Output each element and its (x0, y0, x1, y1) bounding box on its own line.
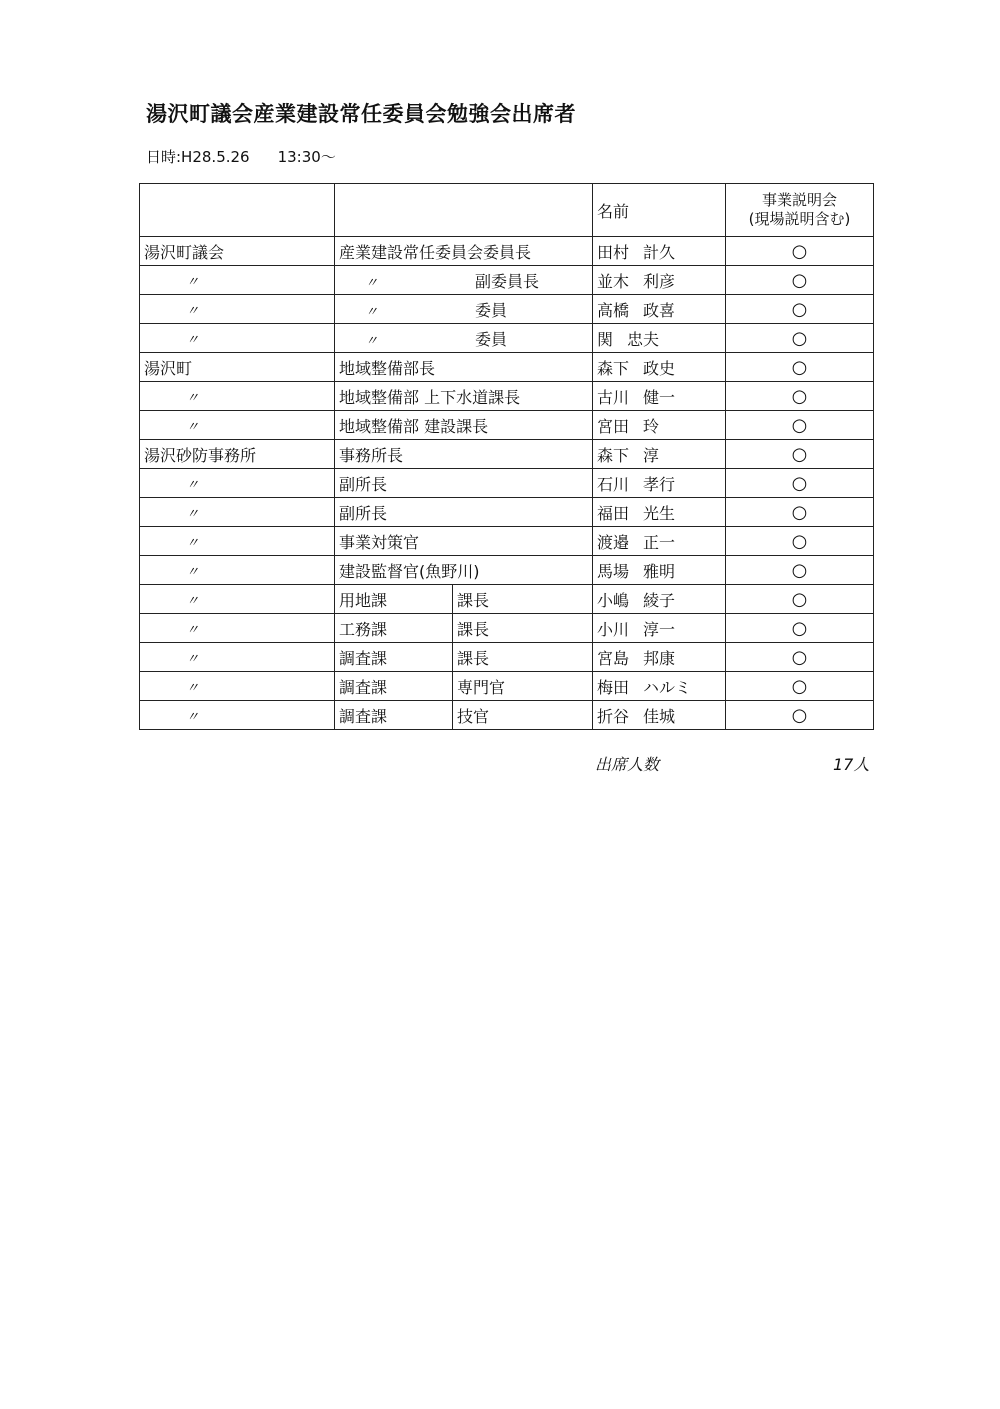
position-role: 委員 (475, 329, 508, 349)
organization-cell: 〃 (140, 701, 335, 730)
given-name: 孝行 (643, 474, 676, 494)
position-cell: 建設監督官(魚野川) (335, 556, 593, 585)
organization-cell: 湯沢町 (140, 353, 335, 382)
given-name: 利彦 (643, 271, 676, 291)
given-name: 政史 (643, 358, 676, 378)
name-cell (593, 469, 726, 498)
table-row (140, 643, 874, 672)
document-title: 湯沢町議会産業建設常任委員会勉強会出席者 (146, 102, 576, 126)
attendance-mark: ○ (726, 614, 874, 643)
given-name: 雅明 (643, 561, 676, 581)
table-row (140, 411, 874, 440)
given-name: ハルミ (643, 677, 692, 697)
attendance-mark: ○ (726, 353, 874, 382)
role-cell: 専門官 (453, 672, 593, 701)
position-cell: 地域整備部長 (335, 353, 593, 382)
header-name: 名前 (593, 184, 726, 237)
role-cell: 課長 (453, 614, 593, 643)
given-name: 正一 (643, 532, 676, 552)
surname: 宮田 (597, 416, 630, 436)
table-row (140, 701, 874, 730)
organization-cell: 〃 (140, 498, 335, 527)
attendance-mark: ○ (726, 295, 874, 324)
header-explanation (726, 184, 874, 237)
section-cell: 調査課 (335, 672, 453, 701)
name-cell (593, 614, 726, 643)
meeting-date: 日時:H28.5.26 (146, 148, 250, 166)
table-row (140, 527, 874, 556)
position-cell: 地域整備部 建設課長 (335, 411, 593, 440)
table-row (140, 469, 874, 498)
header-organization (140, 184, 335, 237)
table-row (140, 382, 874, 411)
attendance-mark: ○ (726, 440, 874, 469)
name-cell (593, 266, 726, 295)
position-role: 副委員長 (475, 271, 540, 291)
position-cell (335, 266, 593, 295)
given-name: 玲 (643, 416, 660, 436)
role-cell: 課長 (453, 643, 593, 672)
position-cell (335, 324, 593, 353)
attendance-mark: ○ (726, 266, 874, 295)
attendance-count: 17人 (833, 755, 870, 774)
name-cell (593, 643, 726, 672)
given-name: 佳城 (643, 706, 676, 726)
position-cell: 地域整備部 上下水道課長 (335, 382, 593, 411)
position-cell: 副所長 (335, 469, 593, 498)
surname: 田村 (597, 242, 630, 262)
organization-cell: 湯沢砂防事務所 (140, 440, 335, 469)
surname: 高橋 (597, 300, 630, 320)
name-cell (593, 382, 726, 411)
header-explanation-line2: (現場説明含む) (748, 210, 851, 228)
header-position (335, 184, 593, 237)
given-name: 光生 (643, 503, 676, 523)
name-cell (593, 237, 726, 266)
name-cell (593, 411, 726, 440)
surname: 梅田 (597, 677, 630, 697)
attendance-mark: ○ (726, 237, 874, 266)
surname: 関 (597, 329, 614, 349)
attendance-label: 出席人数 (595, 755, 660, 774)
role-cell: 課長 (453, 585, 593, 614)
table-row (140, 440, 874, 469)
surname: 森下 (597, 358, 630, 378)
organization-cell: 〃 (140, 556, 335, 585)
surname: 福田 (597, 503, 630, 523)
organization-cell: 〃 (140, 469, 335, 498)
name-cell (593, 324, 726, 353)
position-ditto: 〃 (365, 333, 379, 349)
attendance-mark: ○ (726, 469, 874, 498)
organization-cell: 〃 (140, 585, 335, 614)
attendance-mark: ○ (726, 498, 874, 527)
organization-cell: 〃 (140, 643, 335, 672)
section-cell: 調査課 (335, 701, 453, 730)
header-explanation-line1: 事業説明会 (761, 191, 837, 209)
table-row (140, 498, 874, 527)
given-name: 計久 (643, 242, 676, 262)
attendance-mark: ○ (726, 585, 874, 614)
given-name: 淳一 (643, 619, 676, 639)
name-cell (593, 353, 726, 382)
name-cell (593, 527, 726, 556)
organization-cell: 〃 (140, 382, 335, 411)
position-cell: 事務所長 (335, 440, 593, 469)
name-cell (593, 672, 726, 701)
organization-cell: 〃 (140, 266, 335, 295)
table-row (140, 672, 874, 701)
surname: 宮島 (597, 648, 630, 668)
surname: 森下 (597, 445, 630, 465)
organization-cell: 〃 (140, 527, 335, 556)
attendee-table (139, 183, 874, 730)
position-ditto: 〃 (365, 275, 379, 291)
surname: 渡邉 (597, 532, 630, 552)
table-row (140, 295, 874, 324)
section-cell: 用地課 (335, 585, 453, 614)
attendance-mark: ○ (726, 672, 874, 701)
meeting-datetime (146, 146, 336, 167)
position-cell: 副所長 (335, 498, 593, 527)
organization-cell: 〃 (140, 672, 335, 701)
role-cell: 技官 (453, 701, 593, 730)
position-ditto: 〃 (365, 304, 379, 320)
meeting-time: 13:30〜 (277, 148, 336, 166)
organization-cell: 〃 (140, 295, 335, 324)
table-row (140, 585, 874, 614)
position-cell: 事業対策官 (335, 527, 593, 556)
name-cell (593, 295, 726, 324)
organization-cell: 〃 (140, 614, 335, 643)
given-name: 淳 (643, 445, 660, 465)
given-name: 邦康 (643, 648, 676, 668)
given-name: 綾子 (643, 590, 676, 610)
table-row (140, 614, 874, 643)
surname: 並木 (597, 271, 630, 291)
table-row (140, 324, 874, 353)
attendance-mark: ○ (726, 411, 874, 440)
table-row (140, 266, 874, 295)
organization-cell: 〃 (140, 411, 335, 440)
given-name: 政喜 (643, 300, 676, 320)
attendance-mark: ○ (726, 324, 874, 353)
given-name: 忠夫 (627, 329, 660, 349)
attendance-mark: ○ (726, 701, 874, 730)
position-cell: 産業建設常任委員会委員長 (335, 237, 593, 266)
surname: 古川 (597, 387, 630, 407)
name-cell (593, 556, 726, 585)
table-row (140, 237, 874, 266)
section-cell: 調査課 (335, 643, 453, 672)
section-cell: 工務課 (335, 614, 453, 643)
surname: 石川 (597, 474, 630, 494)
surname: 小川 (597, 619, 630, 639)
name-cell (593, 498, 726, 527)
organization-cell: 〃 (140, 324, 335, 353)
surname: 小嶋 (597, 590, 630, 610)
table-row (140, 556, 874, 585)
attendance-mark: ○ (726, 382, 874, 411)
attendance-mark: ○ (726, 527, 874, 556)
table-row (140, 353, 874, 382)
position-role: 委員 (475, 300, 508, 320)
surname: 馬場 (597, 561, 630, 581)
attendance-mark: ○ (726, 556, 874, 585)
attendance-mark: ○ (726, 643, 874, 672)
given-name: 健一 (643, 387, 676, 407)
name-cell (593, 440, 726, 469)
name-cell (593, 701, 726, 730)
name-cell (593, 585, 726, 614)
table-header-row (140, 184, 874, 237)
position-cell (335, 295, 593, 324)
organization-cell: 湯沢町議会 (140, 237, 335, 266)
surname: 折谷 (597, 706, 630, 726)
